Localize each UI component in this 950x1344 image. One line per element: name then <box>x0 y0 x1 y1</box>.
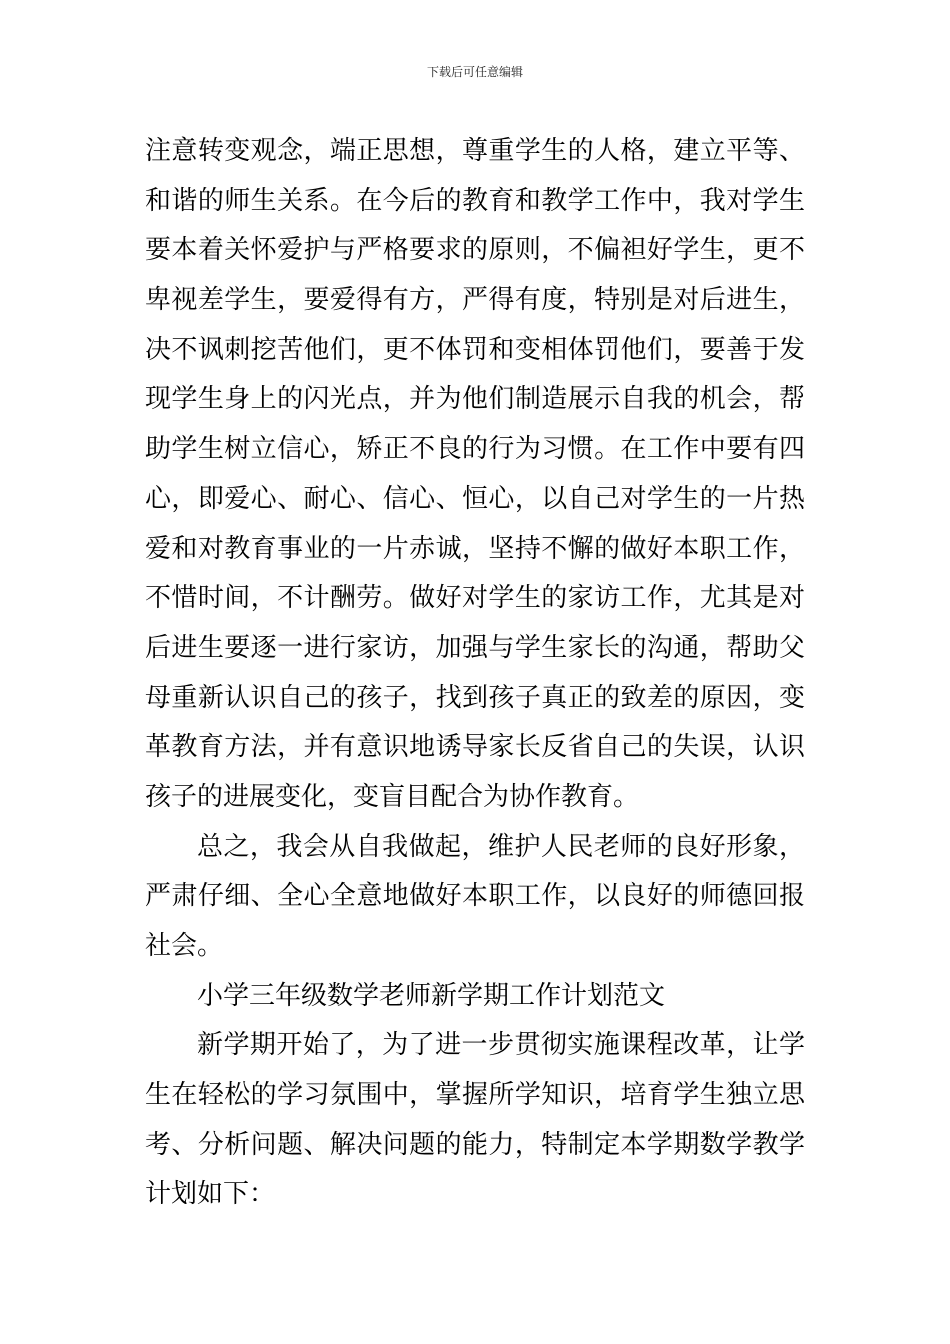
text-line: 助学生树立信心，矫正不良的行为习惯。在工作中要有四 <box>145 434 805 465</box>
text-line: 和谐的师生关系。在今后的教育和教学工作中，我对学生 <box>145 185 805 216</box>
text-line: 爱和对教育事业的一片赤诚，坚持不懈的做好本职工作， <box>145 533 805 564</box>
text-line: 后进生要逐一进行家访，加强与学生家长的沟通，帮助父 <box>145 632 805 663</box>
text-line: 总之，我会从自我做起，维护人民老师的良好形象， <box>197 831 805 862</box>
text-line: 考、分析问题、解决问题的能力，特制定本学期数学教学 <box>145 1129 805 1160</box>
text-line: 决不讽刺挖苦他们，更不体罚和变相体罚他们，要善于发 <box>145 334 805 365</box>
text-line: 革教育方法，并有意识地诱导家长反省自己的失误，认识 <box>145 732 805 763</box>
text-line: 注意转变观念，端正思想，尊重学生的人格，建立平等、 <box>145 136 805 166</box>
text-line: 计划如下： <box>145 1179 276 1210</box>
text-line: 小学三年级数学老师新学期工作计划范文 <box>197 980 666 1011</box>
page-header: 下载后可任意编辑 <box>426 65 523 79</box>
text-line: 心，即爱心、耐心、信心、恒心，以自己对学生的一片热 <box>145 483 805 514</box>
text-line: 严肃仔细、全心全意地做好本职工作，以良好的师德回报 <box>145 881 805 912</box>
text-line: 卑视差学生，要爱得有方，严得有度，特别是对后进生， <box>145 285 805 316</box>
text-line: 不惜时间，不计酬劳。做好对学生的家访工作，尤其是对 <box>145 583 805 614</box>
text-line: 新学期开始了，为了进一步贯彻实施课程改革，让学 <box>197 1030 805 1061</box>
text-line: 要本着关怀爱护与严格要求的原则，不偏袒好学生，更不 <box>145 235 805 266</box>
text-line: 现学生身上的闪光点，并为他们制造展示自我的机会，帮 <box>145 384 805 415</box>
text-line: 生在轻松的学习氛围中，掌握所学知识，培育学生独立思 <box>145 1080 805 1111</box>
text-line: 社会。 <box>145 931 224 961</box>
text-line: 孩子的进展变化，变盲目配合为协作教育。 <box>145 781 640 812</box>
text-line: 母重新认识自己的孩子，找到孩子真正的致差的原因，变 <box>145 682 805 713</box>
body-text <box>145 127 805 1220</box>
